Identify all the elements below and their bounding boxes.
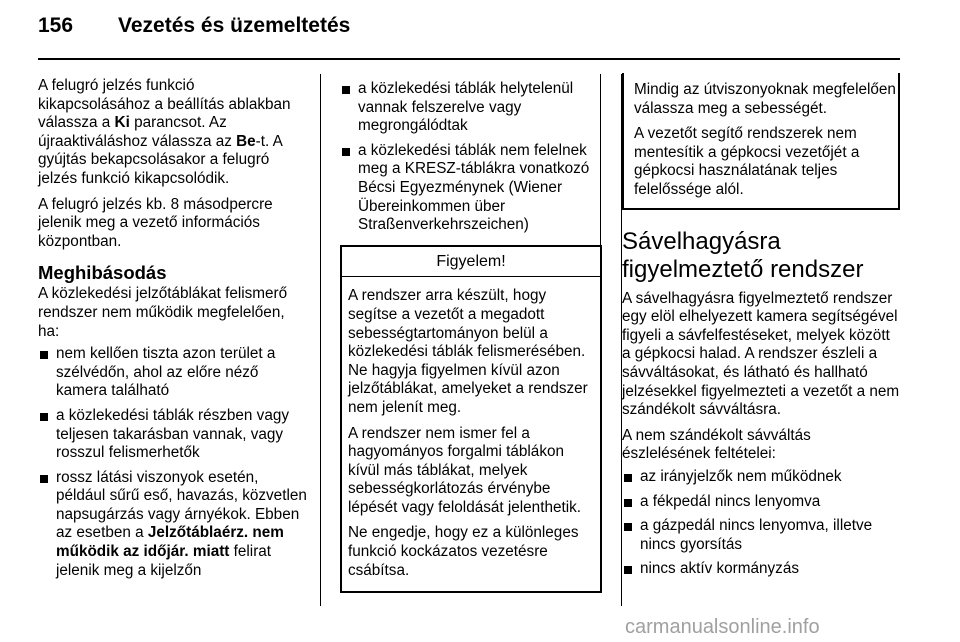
bullet-square-icon (342, 86, 350, 94)
column-2 (340, 80, 602, 593)
list-item: a közlekedési táblák helytelenül vannak felszerelve vagy megrongálódtak (340, 80, 602, 136)
malfunction-list (38, 345, 308, 580)
list-item: a közlekedési táblák részben vagy teljesen takarásban vannak, vagy rosszul felismerhetők (38, 407, 308, 463)
watermark: carmanualsonline.info (625, 616, 820, 638)
conditions-list (622, 468, 900, 579)
list-item: a gázpedál nincs lenyomva, illetve nincs gyorsítás (622, 517, 900, 554)
header-rule (38, 58, 900, 60)
paragraph-popup-off: A felugró jelzés funkció kikapcsolásához a beállítás ablakban válassza a Ki parancsot. Az újraaktiváláshoz válassza az Be-t. A gyújtás bekapcsolásakor a felugró jelzés funkció kikapcsolódik. (38, 77, 291, 187)
warning-paragraph: A rendszer nem ismer fel a hagyományos forgalmi táblákon kívül más táblákat, melyek sebességkorlátozás érvénybe lépését vagy feloldását jelenthetik. (348, 424, 582, 516)
bullet-square-icon (624, 566, 632, 574)
paragraph-malfunction-intro: A közlekedési jelzőtáblákat felismerő rendszer nem működik megfelelően, ha: (38, 285, 288, 340)
bullet-square-icon (624, 499, 632, 507)
bullet-square-icon (624, 474, 632, 482)
warning-box (340, 245, 602, 594)
display-message: Jelzőtáblaérz. nem működik az időjár. miatt (56, 524, 284, 561)
heading-malfunction: Meghibásodás (38, 262, 167, 284)
paragraph-lane-intro: A sávelhagyásra figyelmeztető rendszer egy elöl elhelyezett kamera segítségével figyeli a sávfelfestéseket, melyek között a gépkocsi halad. A rendszer észleli a sávváltásokat, és látható és hallható jelzésekkel figyelmezteti a vezetőt a nem szándékolt sávváltásra. (622, 289, 900, 419)
list-item: az irányjelzők nem működnek (622, 468, 900, 487)
list-item: a fékpedál nincs lenyomva (622, 493, 900, 512)
section-heading: Sávelhagyásra figyelmeztető rendszer (622, 227, 864, 283)
warning-body (342, 277, 600, 591)
note-paragraph: A vezetőt segítő rendszerek nem mentesítik a gépkocsi vezetőjét a gépkocsi használatának teljes felelőssége alól. (634, 125, 860, 198)
bullet-square-icon (40, 351, 48, 359)
warning-title: Figyelem! (342, 247, 600, 278)
list-item: nincs aktív kormányzás (622, 560, 900, 579)
bullet-square-icon (40, 413, 48, 421)
list-item: nem kellően tiszta azon terület a szélvédőn, ahol az előre néző kamera található (38, 345, 308, 401)
paragraph-popup-duration: A felugró jelzés kb. 8 másodpercre jelenik meg a vezető információs központban. (38, 195, 273, 250)
bullet-square-icon (342, 148, 350, 156)
list-item: rossz látási viszonyok esetén, például sűrű eső, havazás, közvetlen napsugárzás vagy árnyékok. Ebben az esetben a Jelzőtáblaérz. nem működik az időjár. miatt felirat jelenik meg a kijelzőn (38, 469, 308, 581)
list-item: a közlekedési táblák nem felelnek meg a KRESZ-táblákra vonatkozó Bécsi Egyezménynek (Wiener Übereinkommen über Straßenverkehrszeichen) (340, 142, 602, 235)
column-1 (38, 77, 308, 586)
note-box (622, 73, 900, 210)
sign-issue-list (340, 80, 602, 235)
page-number: 156 (38, 14, 74, 37)
column-divider-1 (320, 74, 321, 606)
bullet-square-icon (40, 475, 48, 483)
bullet-square-icon (624, 523, 632, 531)
paragraph-lane-conditions: A nem szándékolt sávváltás észlelésének feltételei: (622, 426, 811, 463)
page-title: Vezetés és üzemeltetés (118, 14, 351, 37)
option-ki: Ki (114, 114, 130, 132)
warning-paragraph: Ne engedje, hogy ez a különleges funkció kockázatos vezetésre csábítsa. (348, 524, 579, 579)
note-paragraph: Mindig az útviszonyoknak megfelelően válassza meg a sebességét. (634, 81, 896, 117)
option-be: Be (236, 132, 256, 150)
column-3 (622, 77, 900, 585)
warning-paragraph: A rendszer arra készült, hogy segítse a vezetőt a megadott sebességtartományon belül a közlekedési táblák felismerésében. Ne hagyja figyelmen kívül azon jelzőtáblákat, amelyeket a rendszer nem jelenít meg. (348, 287, 588, 416)
